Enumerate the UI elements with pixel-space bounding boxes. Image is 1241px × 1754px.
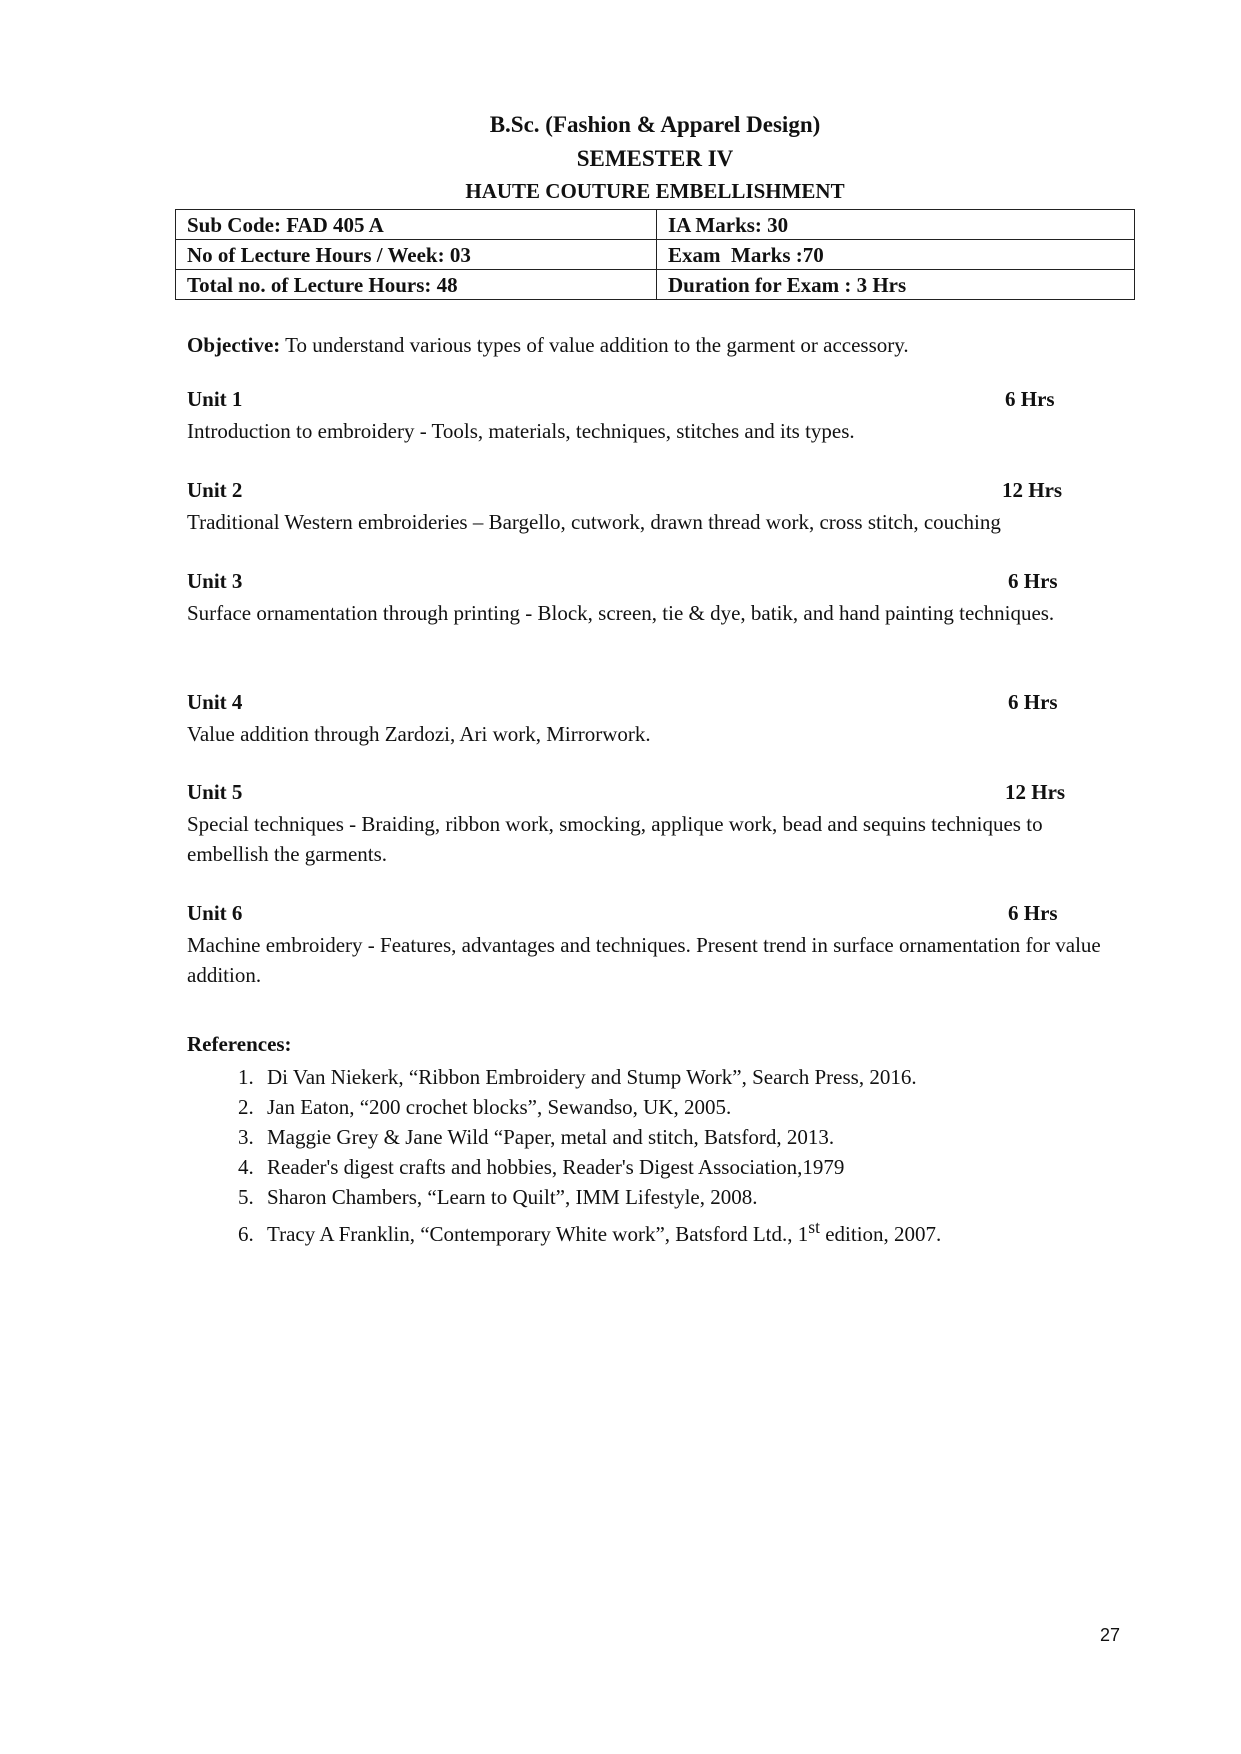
list-item xyxy=(259,1212,941,1249)
table-row xyxy=(176,270,1135,300)
table-row xyxy=(176,210,1135,240)
unit-5-description: Special techniques - Braiding, ribbon work, smocking, applique work, bead and sequins techniques to embellish the garments. xyxy=(187,812,1043,866)
unit-1-description: Introduction to embroidery - Tools, materials, techniques, stitches and its types. xyxy=(187,419,855,443)
unit-4-title: Unit 4 xyxy=(187,690,243,714)
unit-2-hours: 12 Hrs xyxy=(1002,478,1063,502)
unit-3 xyxy=(187,569,1126,628)
objective xyxy=(187,333,909,358)
unit-1-title: Unit 1 xyxy=(187,387,243,411)
reference-6-superscript: st xyxy=(808,1217,820,1237)
unit-6-description: Machine embroidery - Features, advantages and techniques. Present trend in surface ornamentation for value addition. xyxy=(187,933,1101,987)
reference-6-text: Tracy A Franklin, “Contemporary White work”, Batsford Ltd., 1 xyxy=(267,1222,809,1246)
unit-5-title: Unit 5 xyxy=(187,780,243,804)
page-number: 27 xyxy=(1100,1625,1121,1645)
course-info-table xyxy=(175,209,1135,300)
total-lecture-hours-cell: Total no. of Lecture Hours: 48 xyxy=(176,270,657,300)
unit-4 xyxy=(187,690,1126,749)
program-title: B.Sc. (Fashion & Apparel Design) xyxy=(489,112,821,137)
unit-4-description: Value addition through Zardozi, Ari work, Mirrorwork. xyxy=(187,722,651,746)
unit-2-title: Unit 2 xyxy=(187,478,243,502)
unit-4-hours: 6 Hrs xyxy=(1008,690,1058,714)
lecture-hours-week-cell: No of Lecture Hours / Week: 03 xyxy=(176,240,657,270)
references xyxy=(187,1032,941,1249)
unit-3-title: Unit 3 xyxy=(187,569,243,593)
unit-5 xyxy=(187,780,1126,869)
unit-2-description: Traditional Western embroideries – Bargello, cutwork, drawn thread work, cross stitch, couching xyxy=(187,510,1001,534)
unit-5-hours: 12 Hrs xyxy=(1005,780,1066,804)
list-item: 2. Jan Eaton, “200 crochet blocks”, Sewandso, UK, 2005. xyxy=(259,1092,941,1122)
unit-6-title: Unit 6 xyxy=(187,901,243,925)
list-item: 1. Di Van Niekerk, “Ribbon Embroidery and Stump Work”, Search Press, 2016. xyxy=(259,1062,941,1092)
unit-2 xyxy=(187,478,1126,537)
unit-6 xyxy=(187,901,1126,990)
unit-3-description: Surface ornamentation through printing - Block, screen, tie & dye, batik, and hand painting techniques. xyxy=(187,601,1055,625)
unit-6-hours: 6 Hrs xyxy=(1008,901,1058,925)
ia-marks-cell: IA Marks: 30 xyxy=(657,210,1135,240)
references-title: References: xyxy=(187,1032,292,1056)
unit-1 xyxy=(187,387,1126,446)
reference-6-text-end: edition, 2007. xyxy=(819,1222,942,1246)
list-item: 5. Sharon Chambers, “Learn to Quilt”, IMM Lifestyle, 2008. xyxy=(259,1182,941,1212)
semester-title: SEMESTER IV xyxy=(576,146,734,171)
unit-3-hours: 6 Hrs xyxy=(1008,569,1058,593)
list-item: 3. Maggie Grey & Jane Wild “Paper, metal and stitch, Batsford, 2013. xyxy=(259,1122,941,1152)
sub-code-cell: Sub Code: FAD 405 A xyxy=(176,210,657,240)
list-item: 4. Reader's digest crafts and hobbies, Reader's Digest Association,1979 xyxy=(259,1152,941,1182)
exam-marks-cell: Exam Marks :70 xyxy=(657,240,1135,270)
objective-label: Objective: xyxy=(187,333,281,357)
objective-text: To understand various types of value addition to the garment or accessory. xyxy=(280,333,909,357)
table-row xyxy=(176,240,1135,270)
references-list xyxy=(187,1062,941,1249)
exam-duration-cell: Duration for Exam : 3 Hrs xyxy=(657,270,1135,300)
unit-1-hours: 6 Hrs xyxy=(1005,387,1055,411)
course-title: HAUTE COUTURE EMBELLISHMENT xyxy=(465,179,845,203)
